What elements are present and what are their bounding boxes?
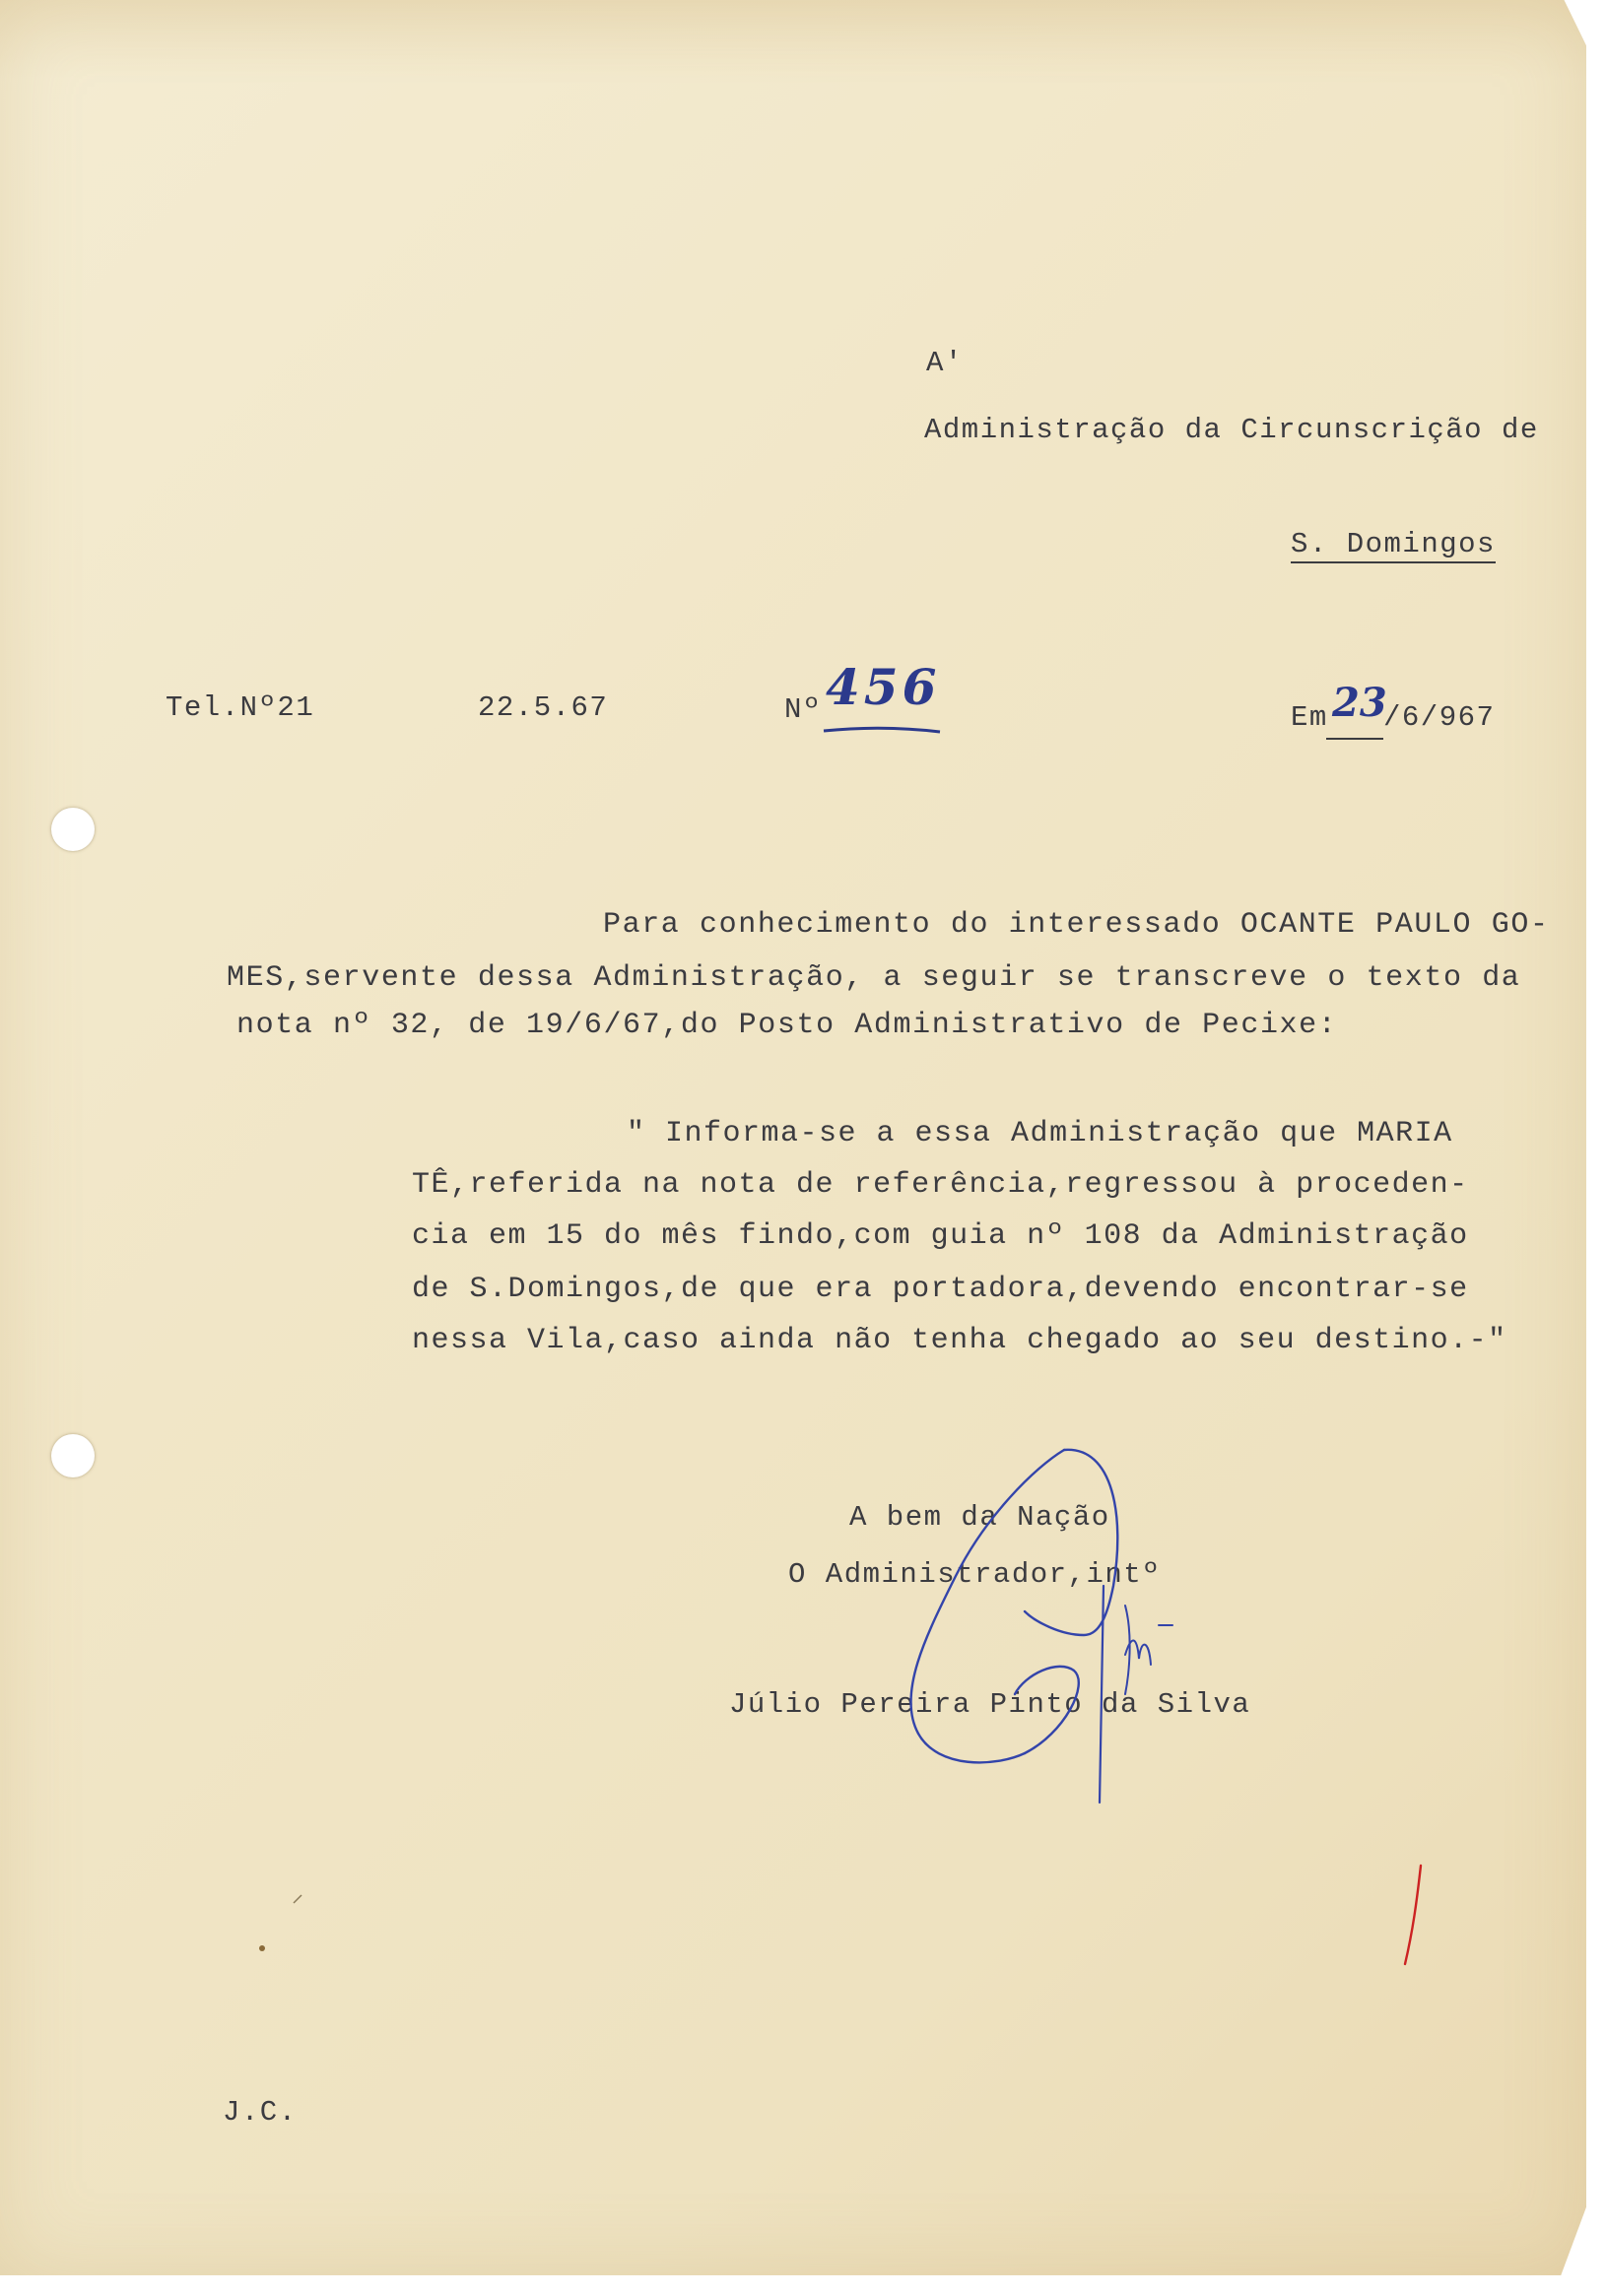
reference-date-day: 23	[1332, 680, 1387, 726]
reference-tel-date: 22.5.67	[478, 691, 609, 724]
paper-speck-2	[292, 1891, 311, 1911]
typist-initials: J.C.	[223, 2096, 298, 2129]
quote-line-3: cia em 15 do mês findo,com guia nº 108 da Administração	[412, 1219, 1469, 1253]
addressee-prefix: A'	[926, 347, 964, 379]
reference-date-prefix: Em	[1291, 701, 1328, 734]
date-underline	[1326, 737, 1385, 743]
quote-line-1: " Informa-se a essa Administração que MARIA	[627, 1117, 1453, 1150]
quote-line-4: de S.Domingos,de que era portadora,devendo encontrar-se	[412, 1273, 1469, 1306]
closing-title: O Administrador,intº	[788, 1558, 1162, 1591]
red-pen-mark	[1399, 1862, 1429, 1970]
punch-hole-bottom	[51, 1434, 95, 1477]
reference-date-rest: /6/967	[1383, 701, 1496, 734]
body-line-2: MES,servente dessa Administração, a seguir se transcreve o texto da	[227, 961, 1521, 995]
reference-number-handwritten: 456	[826, 658, 941, 716]
paper-speck	[254, 1940, 284, 1970]
reference-number-label: Nº	[784, 693, 822, 726]
number-underline	[824, 727, 942, 737]
body-line-1: Para conhecimento do interessado OCANTE PAULO GO-	[603, 908, 1550, 942]
quote-line-2: TÊ,referida na nota de referência,regressou à proceden-	[412, 1168, 1469, 1202]
addressee-line-1: Administração da Circunscrição de	[924, 414, 1539, 446]
paper-stain	[0, 0, 1586, 79]
punch-hole-top	[51, 808, 95, 851]
body-line-3: nota nº 32, de 19/6/67,do Posto Administrativo de Pecixe:	[236, 1009, 1338, 1042]
closing-salutation: A bem da Nação	[849, 1501, 1110, 1534]
quote-line-5: nessa Vila,caso ainda não tenha chegado ao seu destino.-"	[412, 1324, 1507, 1357]
signature-drawing	[867, 1438, 1182, 1812]
closing-signatory: Júlio Pereira Pinto da Silva	[729, 1688, 1251, 1721]
addressee-line-2: S. Domingos	[1291, 528, 1496, 563]
reference-tel: Tel.Nº21	[166, 691, 315, 724]
